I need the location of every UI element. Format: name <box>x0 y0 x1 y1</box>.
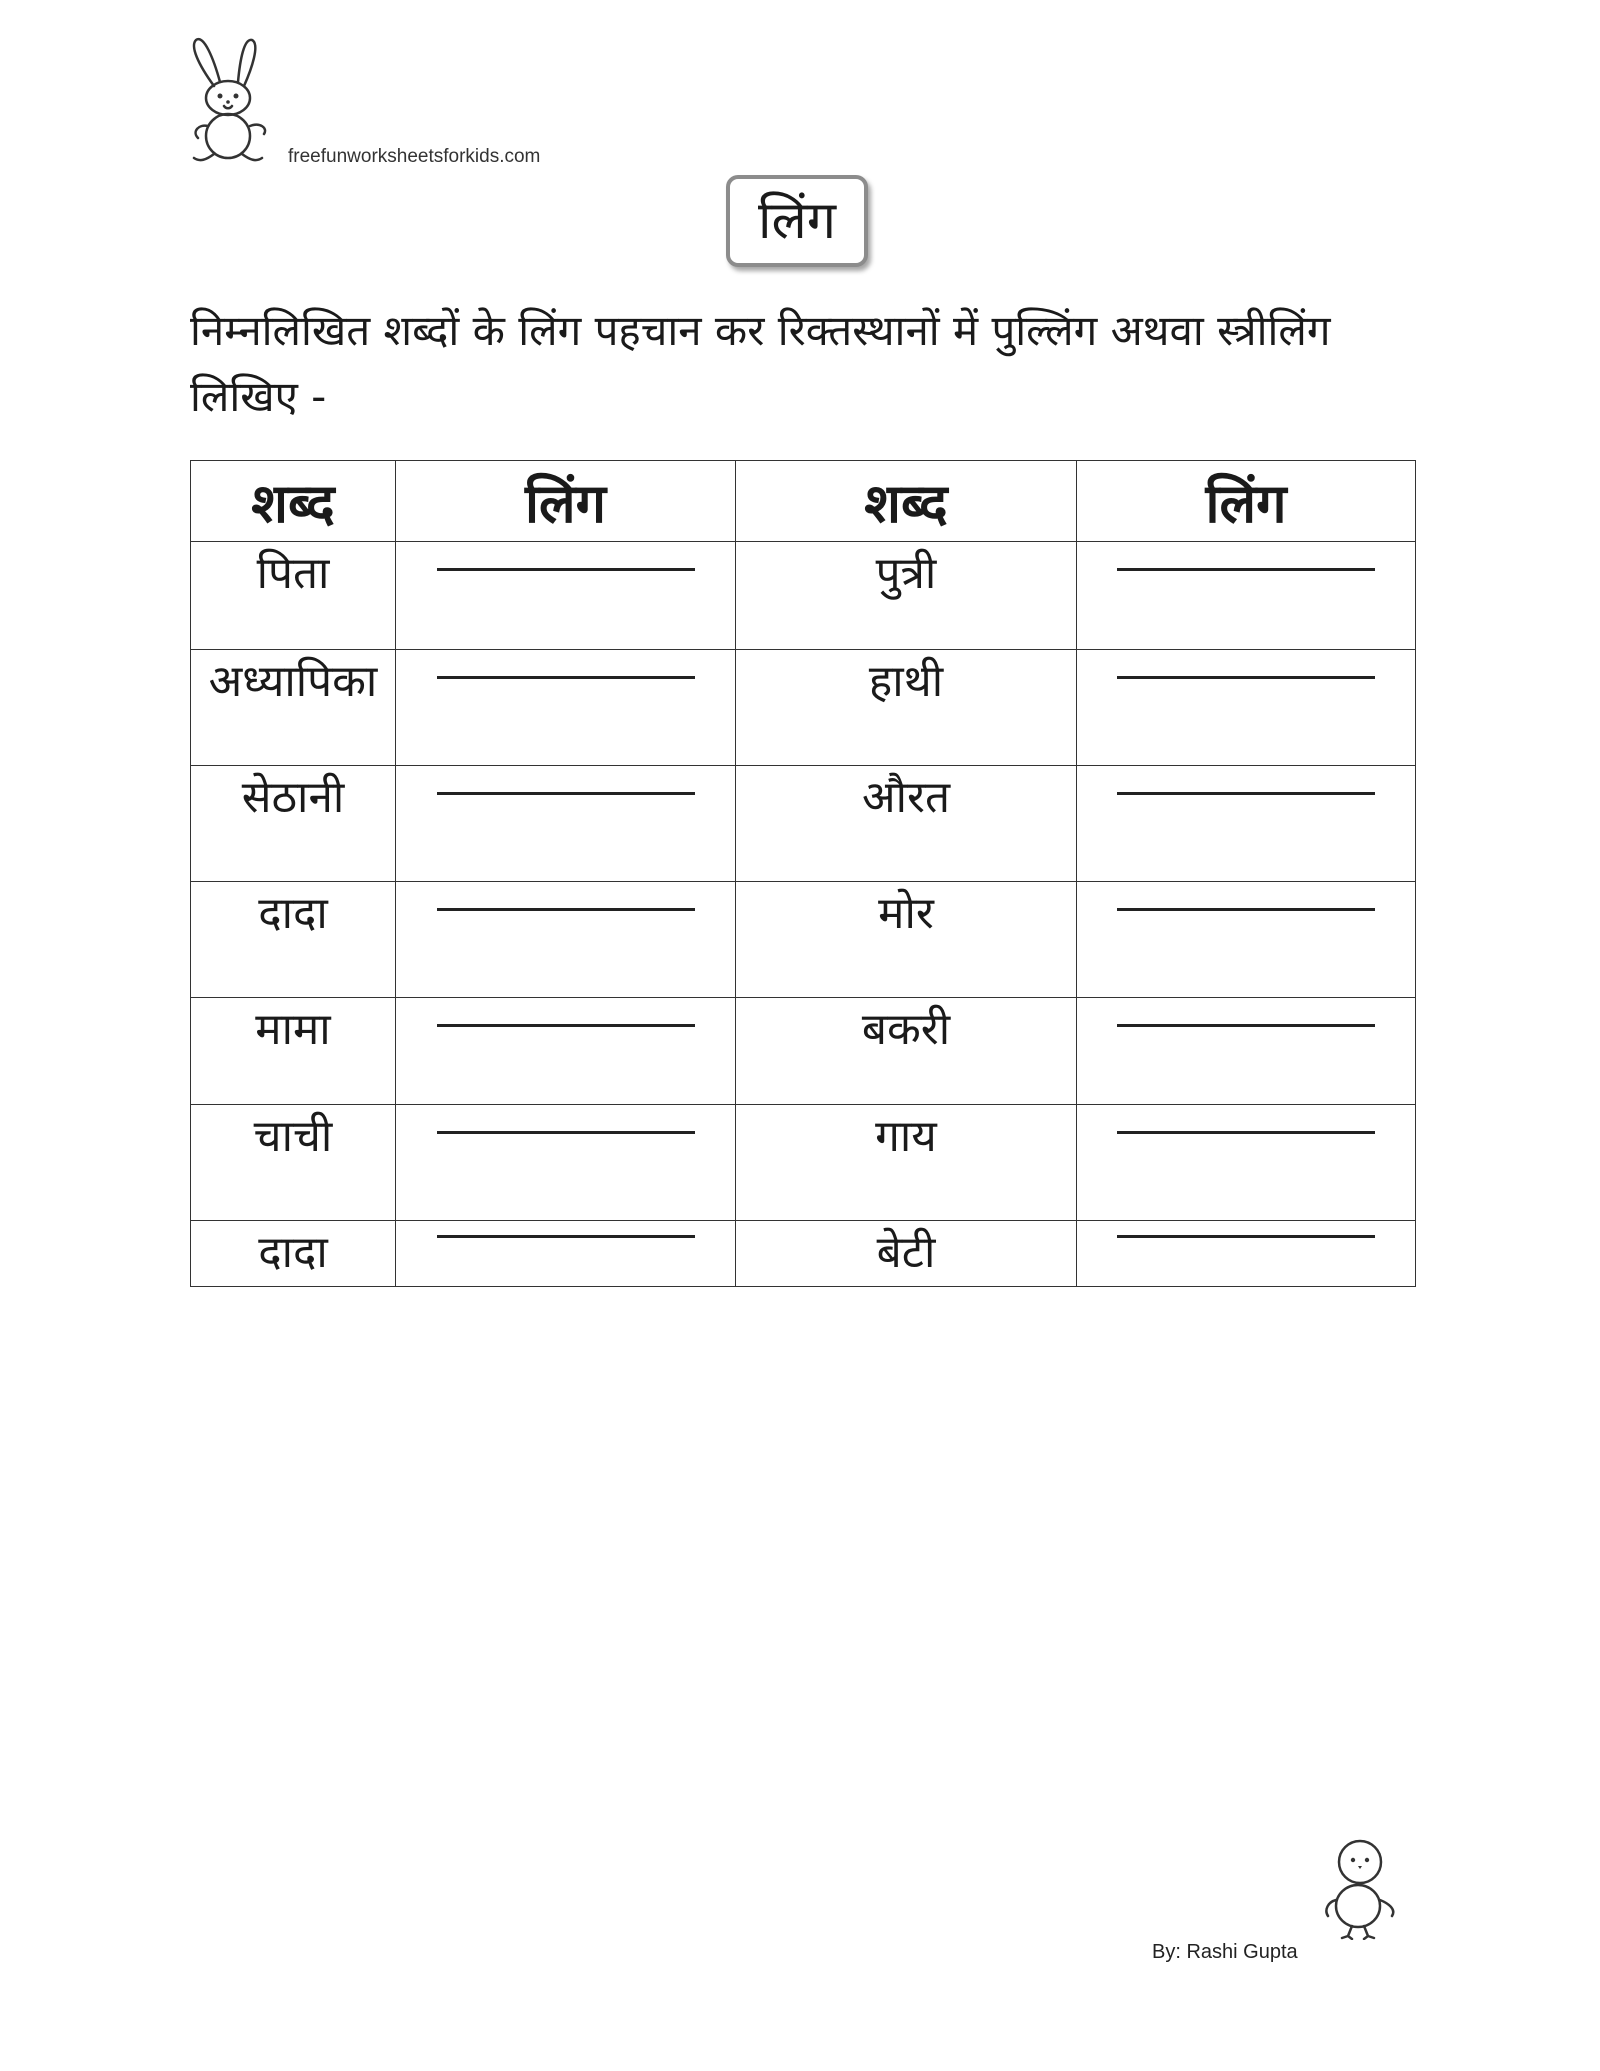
word-cell: मामा <box>255 1004 331 1055</box>
answer-blank[interactable] <box>437 908 695 911</box>
table-header-row <box>191 461 1416 542</box>
answer-blank[interactable] <box>1117 1131 1375 1134</box>
bunny-icon <box>180 34 280 166</box>
table-row <box>191 998 1416 1105</box>
answer-blank[interactable] <box>1117 568 1375 571</box>
column-header: लिंग <box>1077 461 1416 542</box>
word-cell: दादा <box>258 1227 328 1278</box>
word-cell: चाची <box>253 1111 333 1162</box>
answer-blank[interactable] <box>437 676 695 679</box>
word-cell: दादा <box>258 888 328 939</box>
answer-blank[interactable] <box>437 792 695 795</box>
table-row <box>191 1105 1416 1221</box>
answer-blank[interactable] <box>1117 1235 1375 1238</box>
word-cell: औरत <box>861 772 951 823</box>
answer-blank[interactable] <box>437 568 695 571</box>
answer-blank[interactable] <box>437 1131 695 1134</box>
instruction-text: निम्नलिखित शब्दों के लिंग पहचान कर रिक्तस्थानों में पुल्लिंग अथवा स्त्रीलिंग लिखिए - <box>190 306 1331 421</box>
table-row <box>191 650 1416 766</box>
word-cell: गाय <box>875 1111 937 1162</box>
author-credit: By: Rashi Gupta <box>1152 1941 1298 1963</box>
answer-blank[interactable] <box>437 1235 695 1238</box>
word-cell: बकरी <box>861 1004 951 1055</box>
word-cell: हाथी <box>868 656 944 707</box>
answer-blank[interactable] <box>1117 676 1375 679</box>
table-row <box>191 766 1416 882</box>
page-title: लिंग <box>757 191 836 251</box>
answer-blank[interactable] <box>1117 908 1375 911</box>
table-row <box>191 542 1416 650</box>
chick-icon <box>1318 1838 1400 1940</box>
word-cell: बेटी <box>876 1227 936 1278</box>
word-cell: अध्यापिका <box>208 656 378 707</box>
answer-blank[interactable] <box>437 1024 695 1027</box>
answer-blank[interactable] <box>1117 792 1375 795</box>
word-cell: पिता <box>256 548 330 599</box>
word-cell: मोर <box>878 888 934 939</box>
gender-table <box>190 460 1416 1287</box>
column-header: लिंग <box>396 461 736 542</box>
site-url: freefunworksheetsforkids.com <box>288 146 541 167</box>
word-cell: पुत्री <box>875 548 937 599</box>
word-cell: सेठानी <box>241 772 345 823</box>
table-row <box>191 1221 1416 1287</box>
table-row <box>191 882 1416 998</box>
column-header: शब्द <box>191 461 396 542</box>
title-box <box>726 175 868 267</box>
column-header: शब्द <box>736 461 1077 542</box>
answer-blank[interactable] <box>1117 1024 1375 1027</box>
